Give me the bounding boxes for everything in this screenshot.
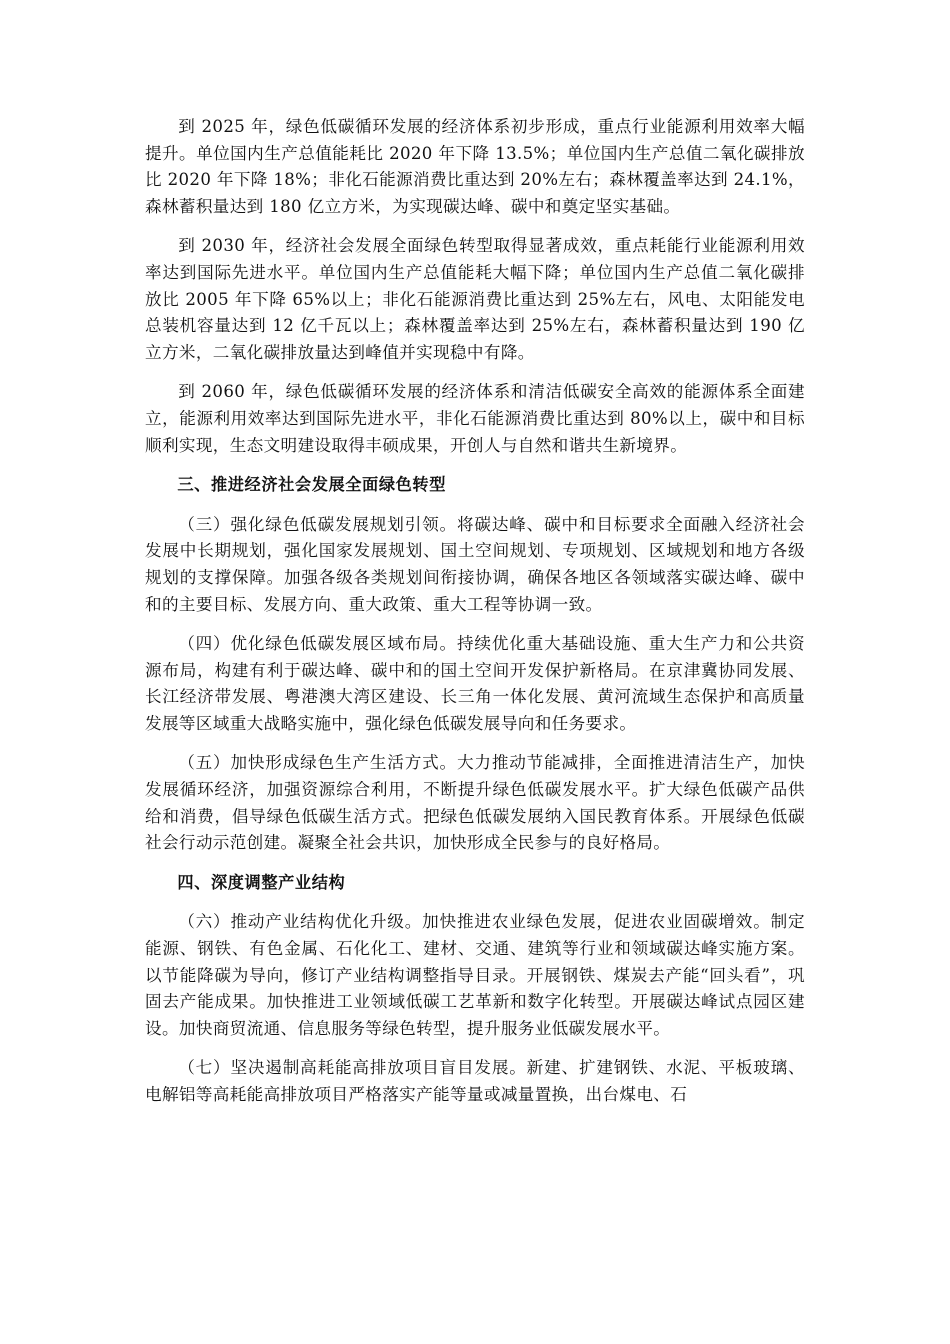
section-4-heading: 四、深度调整产业结构: [177, 872, 346, 892]
document-body: [145, 114, 805, 1122]
paragraph-item-6: （六）推动产业结构优化升级。加快推进农业绿色发展，促进农业固碳增效。制定能源、钢铁、有色金属、石化化工、建材、交通、建筑等行业和领域碳达峰实施方案。以节能降碳为导向，修订产业结构调整指导目录。开展钢铁、煤炭去产能“回头看”，巩固去产能成果。加快推进工业领域低碳工艺革新和数字化转型。开展碳达峰试点园区建设。加快商贸流通、信息服务等绿色转型，提升服务业低碳发展水平。: [145, 912, 805, 1038]
paragraph-item-3: （三）强化绿色低碳发展规划引领。将碳达峰、碳中和目标要求全面融入经济社会发展中长期规划，强化国家发展规划、国土空间规划、专项规划、区域规划和地方各级规划的支撑保障。加强各级各类规划间衔接协调，确保各地区各领域落实碳达峰、碳中和的主要目标、发展方向、重大政策、重大工程等协调一致。: [145, 514, 805, 614]
paragraph-item-7: （七）坚决遏制高耗能高排放项目盲目发展。新建、扩建钢铁、水泥、平板玻璃、电解铝等高耗能高排放项目严格落实产能等量或减量置换，出台煤电、石: [145, 1058, 805, 1104]
paragraph-item-5: （五）加快形成绿色生产生活方式。大力推动节能减排，全面推进清洁生产，加快发展循环经济，加强资源综合利用，不断提升绿色低碳发展水平。扩大绿色低碳产品供给和消费，倡导绿色低碳生活方式。把绿色低碳发展纳入国民教育体系。开展绿色低碳社会行动示范创建。凝聚全社会共识，加快形成全民参与的良好格局。: [145, 753, 805, 853]
paragraph-2030-targets: 到 2030 年，经济社会发展全面绿色转型取得显著成效，重点耗能行业能源利用效率达到国际先进水平。单位国内生产总值能耗大幅下降；单位国内生产总值二氧化碳排放比 2005 年下降 65%以上；非化石能源消费比重达到 25%左右，风电、太阳能发电总装机容量达到 12 亿千瓦以上；森林覆盖率达到 25%左右，森林蓄积量达到 190 亿立方米，二氧化碳排放量达到峰值并实现稳中有降。: [145, 236, 805, 362]
paragraph-2060-targets: 到 2060 年，绿色低碳循环发展的经济体系和清洁低碳安全高效的能源体系全面建立，能源利用效率达到国际先进水平，非化石能源消费比重达到 80%以上，碳中和目标顺利实现，生态文明建设取得丰硕成果，开创人与自然和谐共生新境界。: [145, 382, 805, 455]
paragraph-item-4: （四）优化绿色低碳发展区域布局。持续优化重大基础设施、重大生产力和公共资源布局，构建有利于碳达峰、碳中和的国土空间开发保护新格局。在京津冀协同发展、长江经济带发展、粤港澳大湾区建设、长三角一体化发展、黄河流域生态保护和高质量发展等区域重大战略实施中，强化绿色低碳发展导向和任务要求。: [145, 634, 805, 733]
section-3-heading: 三、推进经济社会发展全面绿色转型: [177, 475, 446, 495]
paragraph-2025-targets: 到 2025 年，绿色低碳循环发展的经济体系初步形成，重点行业能源利用效率大幅提升。单位国内生产总值能耗比 2020 年下降 13.5%；单位国内生产总值二氧化碳排放比 2020 年下降 18%；非化石能源消费比重达到 20%左右；森林覆盖率达到 24.1%，森林蓄积量达到 180 亿立方米，为实现碳达峰、碳中和奠定坚实基础。: [145, 117, 805, 216]
